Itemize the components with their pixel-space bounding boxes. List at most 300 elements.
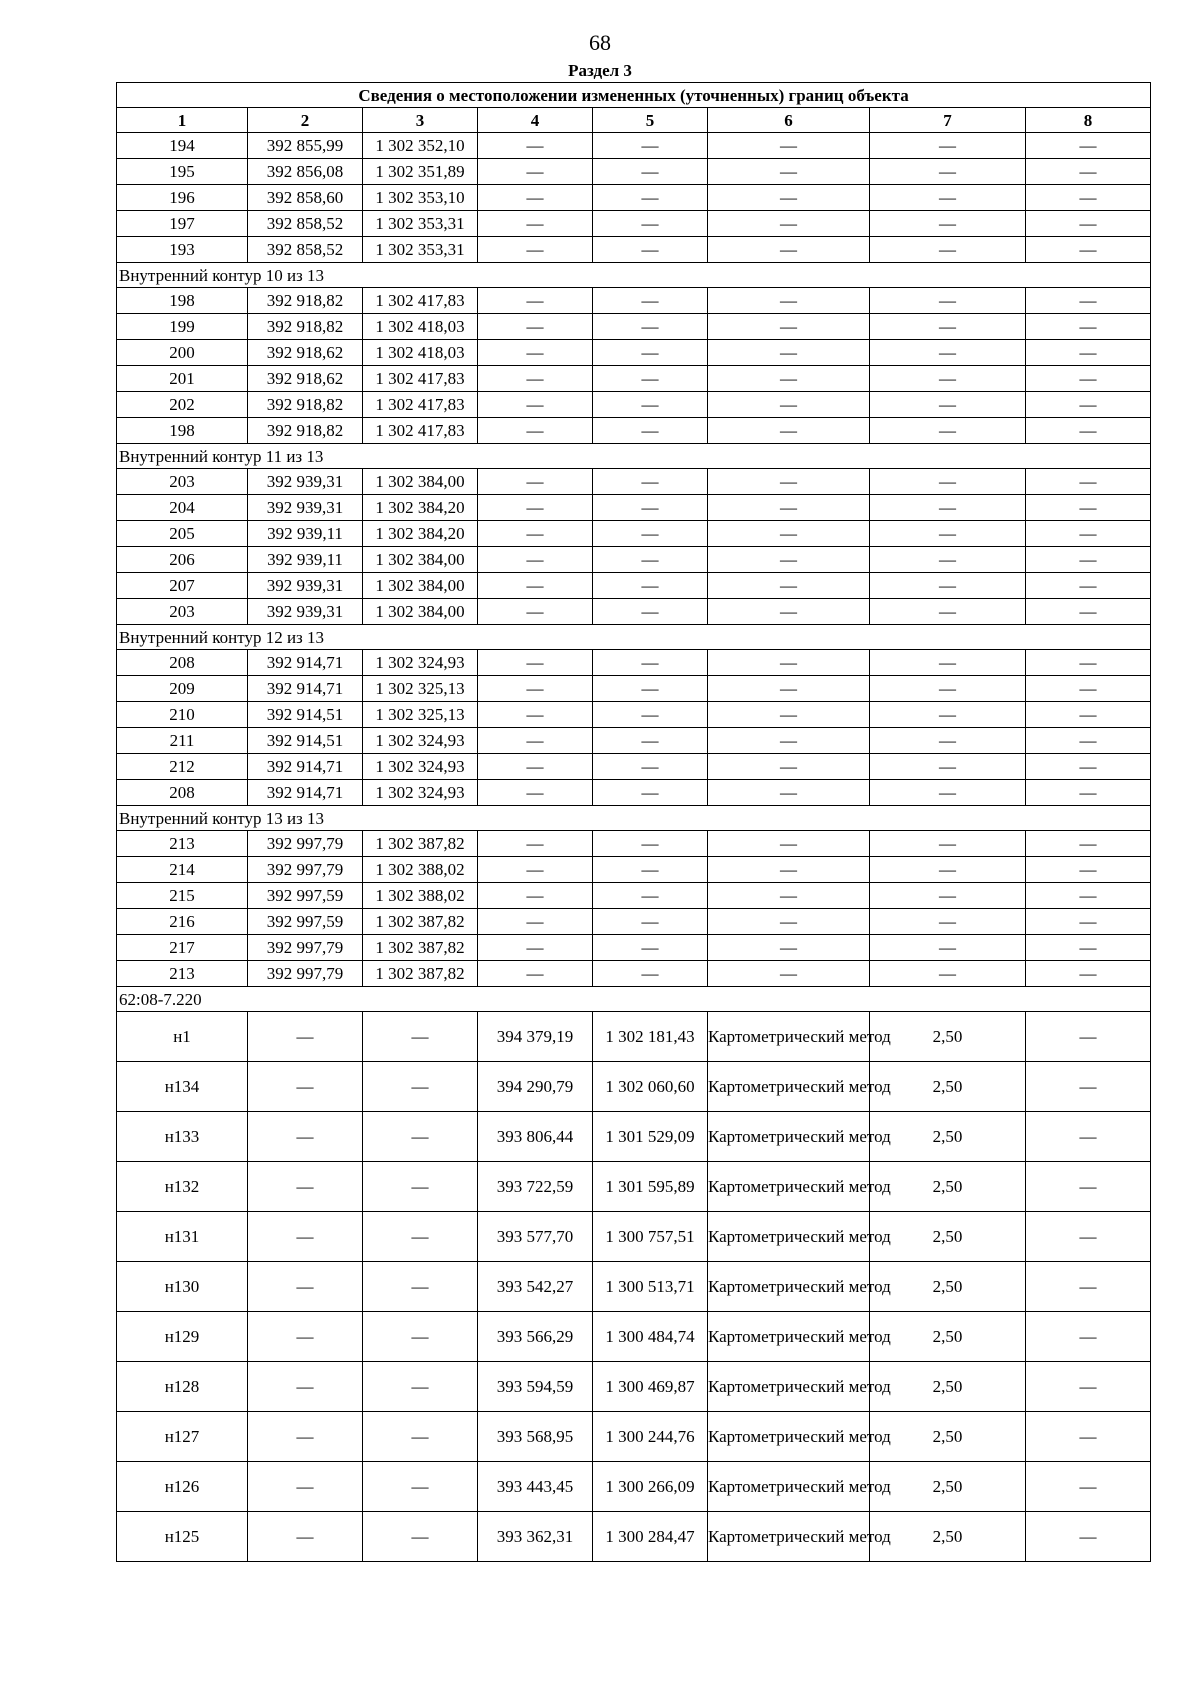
table-cell: — bbox=[1026, 857, 1151, 883]
table-cell: 194 bbox=[117, 133, 248, 159]
table-cell: — bbox=[870, 780, 1026, 806]
table-cell: 214 bbox=[117, 857, 248, 883]
table-cell: 392 855,99 bbox=[248, 133, 363, 159]
table-row bbox=[117, 857, 1151, 883]
table-row bbox=[117, 1062, 1151, 1112]
table-cell: — bbox=[1026, 340, 1151, 366]
table-cell: 2,50 bbox=[870, 1162, 1026, 1212]
table-cell: — bbox=[708, 573, 870, 599]
table-cell: 1 302 324,93 bbox=[363, 780, 478, 806]
table-cell: 1 300 244,76 bbox=[593, 1412, 708, 1462]
table-cell: 205 bbox=[117, 521, 248, 547]
table-cell: 1 302 417,83 bbox=[363, 418, 478, 444]
table-cell: — bbox=[708, 133, 870, 159]
table-cell: — bbox=[478, 185, 593, 211]
table-cell: — bbox=[593, 909, 708, 935]
table-cell: 1 302 060,60 bbox=[593, 1062, 708, 1112]
table-cell: 392 918,82 bbox=[248, 392, 363, 418]
table-cell: — bbox=[363, 1162, 478, 1212]
table-cell: — bbox=[1026, 495, 1151, 521]
table-row bbox=[117, 883, 1151, 909]
table-row bbox=[117, 288, 1151, 314]
table-cell: 392 918,82 bbox=[248, 288, 363, 314]
table-cell: — bbox=[870, 961, 1026, 987]
table-cell: 198 bbox=[117, 288, 248, 314]
table-cell: — bbox=[478, 547, 593, 573]
column-numbers-row bbox=[117, 108, 1151, 133]
table-cell: — bbox=[870, 159, 1026, 185]
table-cell: 392 914,71 bbox=[248, 780, 363, 806]
table-cell: — bbox=[1026, 547, 1151, 573]
table-cell: — bbox=[478, 288, 593, 314]
table-cell: — bbox=[870, 340, 1026, 366]
table-cell: — bbox=[593, 133, 708, 159]
table-cell: 2,50 bbox=[870, 1412, 1026, 1462]
table-cell: — bbox=[593, 780, 708, 806]
table-cell: — bbox=[363, 1012, 478, 1062]
table-cell: 213 bbox=[117, 961, 248, 987]
table-cell: — bbox=[708, 909, 870, 935]
table-cell: 1 300 757,51 bbox=[593, 1212, 708, 1262]
table-cell: 1 300 284,47 bbox=[593, 1512, 708, 1562]
table-cell: 1 302 324,93 bbox=[363, 754, 478, 780]
table-cell: — bbox=[1026, 573, 1151, 599]
table-cell: 1 302 324,93 bbox=[363, 728, 478, 754]
table-row bbox=[117, 211, 1151, 237]
table-row bbox=[117, 599, 1151, 625]
table-cell: — bbox=[1026, 469, 1151, 495]
table-cell: — bbox=[1026, 1012, 1151, 1062]
table-cell: — bbox=[478, 521, 593, 547]
table-cell: — bbox=[593, 935, 708, 961]
table-cell: 392 997,79 bbox=[248, 857, 363, 883]
table-cell: — bbox=[708, 702, 870, 728]
contour-label: Внутренний контур 10 из 13 bbox=[117, 263, 1151, 288]
table-cell: 1 302 181,43 bbox=[593, 1012, 708, 1062]
method-cell: Картометрический метод bbox=[708, 1412, 870, 1462]
method-cell: Картометрический метод bbox=[708, 1012, 870, 1062]
table-cell: — bbox=[478, 237, 593, 263]
table-row bbox=[117, 1412, 1151, 1462]
page-number: 68 bbox=[589, 30, 611, 55]
table-cell: — bbox=[248, 1112, 363, 1162]
table-row bbox=[117, 133, 1151, 159]
table-cell: — bbox=[708, 935, 870, 961]
table-cell: — bbox=[1026, 1312, 1151, 1362]
table-cell: — bbox=[478, 211, 593, 237]
table-cell: 1 300 266,09 bbox=[593, 1462, 708, 1512]
table-cell: 208 bbox=[117, 780, 248, 806]
table-cell: 1 302 384,00 bbox=[363, 547, 478, 573]
table-cell: 392 997,79 bbox=[248, 831, 363, 857]
table-cell: 197 bbox=[117, 211, 248, 237]
method-cell: Картометрический метод bbox=[708, 1162, 870, 1212]
table-cell: 206 bbox=[117, 547, 248, 573]
table-cell: 198 bbox=[117, 418, 248, 444]
method-cell: Картометрический метод bbox=[708, 1112, 870, 1162]
table-cell: 392 997,79 bbox=[248, 961, 363, 987]
table-cell: — bbox=[593, 469, 708, 495]
table-cell: 207 bbox=[117, 573, 248, 599]
table-cell: — bbox=[1026, 314, 1151, 340]
table-cell: 392 939,11 bbox=[248, 547, 363, 573]
table-cell: 393 566,29 bbox=[478, 1312, 593, 1362]
table-cell: — bbox=[870, 573, 1026, 599]
table-cell: 394 379,19 bbox=[478, 1012, 593, 1062]
table-row bbox=[117, 728, 1151, 754]
table-row bbox=[117, 366, 1151, 392]
table-cell: 212 bbox=[117, 754, 248, 780]
table-row bbox=[117, 1362, 1151, 1412]
table-cell: — bbox=[708, 961, 870, 987]
table-cell: 2,50 bbox=[870, 1062, 1026, 1112]
table-cell: 392 997,59 bbox=[248, 883, 363, 909]
contour-label: 62:08-7.220 bbox=[117, 987, 1151, 1012]
table-cell: — bbox=[363, 1412, 478, 1462]
table-cell: 209 bbox=[117, 676, 248, 702]
table-cell: — bbox=[478, 676, 593, 702]
table-cell: — bbox=[478, 495, 593, 521]
table-cell: 393 443,45 bbox=[478, 1462, 593, 1512]
table-cell: — bbox=[248, 1462, 363, 1512]
table-cell: — bbox=[1026, 1462, 1151, 1512]
table-row bbox=[117, 780, 1151, 806]
method-cell: Картометрический метод bbox=[708, 1062, 870, 1112]
table-cell: — bbox=[708, 728, 870, 754]
table-cell: — bbox=[870, 237, 1026, 263]
table-cell: 393 568,95 bbox=[478, 1412, 593, 1462]
contour-row bbox=[117, 806, 1151, 831]
table-cell: — bbox=[870, 599, 1026, 625]
table-cell: — bbox=[363, 1112, 478, 1162]
table-cell: 213 bbox=[117, 831, 248, 857]
table-cell: — bbox=[593, 288, 708, 314]
table-cell: — bbox=[593, 366, 708, 392]
table-cell: — bbox=[478, 831, 593, 857]
contour-label: Внутренний контур 12 из 13 bbox=[117, 625, 1151, 650]
table-cell: 394 290,79 bbox=[478, 1062, 593, 1112]
table-cell: — bbox=[593, 211, 708, 237]
table-cell: 392 939,31 bbox=[248, 599, 363, 625]
table-cell: 196 bbox=[117, 185, 248, 211]
table-cell: 393 722,59 bbox=[478, 1162, 593, 1212]
table-cell: — bbox=[593, 159, 708, 185]
table-row bbox=[117, 1162, 1151, 1212]
table-row bbox=[117, 1512, 1151, 1562]
table-cell: 392 856,08 bbox=[248, 159, 363, 185]
column-header: 2 bbox=[248, 108, 363, 133]
table-cell: — bbox=[593, 754, 708, 780]
table-cell: 2,50 bbox=[870, 1262, 1026, 1312]
table-cell: — bbox=[593, 495, 708, 521]
table-cell: — bbox=[478, 780, 593, 806]
contour-row bbox=[117, 263, 1151, 288]
table-cell: н1 bbox=[117, 1012, 248, 1062]
table-cell: — bbox=[248, 1062, 363, 1112]
table-row bbox=[117, 469, 1151, 495]
table-title: Сведения о местоположении измененных (уточненных) границ объекта bbox=[117, 83, 1151, 108]
table-cell: н132 bbox=[117, 1162, 248, 1212]
table-cell: — bbox=[1026, 392, 1151, 418]
table-row bbox=[117, 573, 1151, 599]
table-row bbox=[117, 909, 1151, 935]
table-row bbox=[117, 1262, 1151, 1312]
table-cell: — bbox=[870, 366, 1026, 392]
table-cell: — bbox=[1026, 211, 1151, 237]
table-cell: — bbox=[248, 1262, 363, 1312]
table-cell: — bbox=[593, 676, 708, 702]
method-cell: Картометрический метод bbox=[708, 1212, 870, 1262]
table-cell: — bbox=[870, 495, 1026, 521]
table-cell: — bbox=[1026, 831, 1151, 857]
table-cell: — bbox=[248, 1412, 363, 1462]
table-cell: — bbox=[708, 650, 870, 676]
table-cell: — bbox=[870, 754, 1026, 780]
table-cell: 1 302 417,83 bbox=[363, 392, 478, 418]
table-row bbox=[117, 185, 1151, 211]
table-cell: 393 594,59 bbox=[478, 1362, 593, 1412]
column-header: 4 bbox=[478, 108, 593, 133]
table-cell: — bbox=[363, 1362, 478, 1412]
table-cell: 208 bbox=[117, 650, 248, 676]
table-cell: — bbox=[593, 728, 708, 754]
table-cell: — bbox=[478, 754, 593, 780]
table-cell: 1 302 384,00 bbox=[363, 469, 478, 495]
column-header: 1 bbox=[117, 108, 248, 133]
column-header: 6 bbox=[708, 108, 870, 133]
table-row bbox=[117, 547, 1151, 573]
table-cell: 392 997,59 bbox=[248, 909, 363, 935]
table-cell: — bbox=[478, 883, 593, 909]
method-cell: Картометрический метод bbox=[708, 1512, 870, 1562]
table-cell: н128 bbox=[117, 1362, 248, 1412]
table-cell: — bbox=[593, 961, 708, 987]
table-cell: — bbox=[870, 288, 1026, 314]
table-cell: — bbox=[708, 392, 870, 418]
table-cell: — bbox=[248, 1162, 363, 1212]
column-header: 8 bbox=[1026, 108, 1151, 133]
table-cell: 392 997,79 bbox=[248, 935, 363, 961]
table-cell: — bbox=[1026, 1112, 1151, 1162]
table-cell: 1 302 388,02 bbox=[363, 857, 478, 883]
table-cell: — bbox=[1026, 237, 1151, 263]
table-cell: — bbox=[478, 935, 593, 961]
column-header: 5 bbox=[593, 108, 708, 133]
table-cell: — bbox=[708, 780, 870, 806]
table-cell: — bbox=[708, 521, 870, 547]
table-cell: 1 302 351,89 bbox=[363, 159, 478, 185]
table-cell: н127 bbox=[117, 1412, 248, 1462]
table-cell: 217 bbox=[117, 935, 248, 961]
table-cell: н130 bbox=[117, 1262, 248, 1312]
table-cell: — bbox=[708, 754, 870, 780]
method-cell: Картометрический метод bbox=[708, 1312, 870, 1362]
table-row bbox=[117, 1112, 1151, 1162]
table-cell: — bbox=[870, 702, 1026, 728]
table-cell: — bbox=[248, 1012, 363, 1062]
table-cell: — bbox=[1026, 909, 1151, 935]
table-cell: — bbox=[708, 418, 870, 444]
method-cell: Картометрический метод bbox=[708, 1362, 870, 1412]
table-cell: — bbox=[593, 857, 708, 883]
table-cell: — bbox=[1026, 780, 1151, 806]
contour-label: Внутренний контур 13 из 13 bbox=[117, 806, 1151, 831]
table-row bbox=[117, 1012, 1151, 1062]
table-cell: — bbox=[708, 599, 870, 625]
table-cell: — bbox=[363, 1462, 478, 1512]
table-cell: 1 301 595,89 bbox=[593, 1162, 708, 1212]
table-cell: 392 918,82 bbox=[248, 314, 363, 340]
contour-row bbox=[117, 625, 1151, 650]
table-cell: — bbox=[708, 288, 870, 314]
table-cell: — bbox=[593, 392, 708, 418]
table-cell: 193 bbox=[117, 237, 248, 263]
column-header: 7 bbox=[870, 108, 1026, 133]
table-cell: — bbox=[478, 728, 593, 754]
table-cell: — bbox=[1026, 676, 1151, 702]
table-cell: — bbox=[870, 133, 1026, 159]
table-cell: — bbox=[1026, 650, 1151, 676]
table-cell: 203 bbox=[117, 469, 248, 495]
table-row bbox=[117, 521, 1151, 547]
table-cell: — bbox=[708, 314, 870, 340]
table-cell: — bbox=[1026, 1062, 1151, 1112]
table-cell: — bbox=[708, 857, 870, 883]
table-row bbox=[117, 1212, 1151, 1262]
table-cell: 215 bbox=[117, 883, 248, 909]
table-cell: — bbox=[478, 159, 593, 185]
table-cell: 2,50 bbox=[870, 1112, 1026, 1162]
table-cell: 1 302 352,10 bbox=[363, 133, 478, 159]
table-body bbox=[117, 83, 1151, 1562]
table-cell: — bbox=[478, 133, 593, 159]
table-cell: — bbox=[870, 831, 1026, 857]
column-header: 3 bbox=[363, 108, 478, 133]
table-cell: 392 939,31 bbox=[248, 495, 363, 521]
table-cell: — bbox=[870, 392, 1026, 418]
table-cell: — bbox=[363, 1312, 478, 1362]
table-cell: — bbox=[593, 340, 708, 366]
table-cell: 216 bbox=[117, 909, 248, 935]
table-cell: — bbox=[1026, 1212, 1151, 1262]
table-cell: 392 914,71 bbox=[248, 676, 363, 702]
table-cell: — bbox=[870, 909, 1026, 935]
table-cell: 393 577,70 bbox=[478, 1212, 593, 1262]
table-cell: 393 542,27 bbox=[478, 1262, 593, 1312]
table-cell: — bbox=[593, 314, 708, 340]
table-cell: — bbox=[1026, 1512, 1151, 1562]
table-cell: — bbox=[593, 573, 708, 599]
table-cell: 211 bbox=[117, 728, 248, 754]
table-cell: — bbox=[708, 469, 870, 495]
contour-row bbox=[117, 987, 1151, 1012]
table-cell: 392 918,82 bbox=[248, 418, 363, 444]
table-cell: н126 bbox=[117, 1462, 248, 1512]
table-cell: — bbox=[478, 418, 593, 444]
table-cell: 199 bbox=[117, 314, 248, 340]
table-cell: 1 302 353,31 bbox=[363, 237, 478, 263]
table-row bbox=[117, 1312, 1151, 1362]
table-cell: — bbox=[1026, 159, 1151, 185]
table-cell: 392 858,52 bbox=[248, 211, 363, 237]
table-cell: — bbox=[478, 366, 593, 392]
table-cell: — bbox=[248, 1362, 363, 1412]
table-cell: — bbox=[1026, 185, 1151, 211]
table-cell: 2,50 bbox=[870, 1312, 1026, 1362]
table-cell: — bbox=[478, 469, 593, 495]
table-cell: 392 914,71 bbox=[248, 754, 363, 780]
table-cell: н134 bbox=[117, 1062, 248, 1112]
table-cell: — bbox=[870, 469, 1026, 495]
table-cell: — bbox=[1026, 366, 1151, 392]
table-cell: 393 806,44 bbox=[478, 1112, 593, 1162]
table-cell: 204 bbox=[117, 495, 248, 521]
table-cell: — bbox=[1026, 599, 1151, 625]
table-cell: 1 302 384,20 bbox=[363, 521, 478, 547]
table-cell: 393 362,31 bbox=[478, 1512, 593, 1562]
method-cell: Картометрический метод bbox=[708, 1462, 870, 1512]
table-row bbox=[117, 935, 1151, 961]
table-row bbox=[117, 314, 1151, 340]
table-cell: — bbox=[1026, 961, 1151, 987]
table-row bbox=[117, 340, 1151, 366]
table-cell: н131 bbox=[117, 1212, 248, 1262]
table-cell: 201 bbox=[117, 366, 248, 392]
table-row bbox=[117, 392, 1151, 418]
table-cell: — bbox=[1026, 1362, 1151, 1412]
table-cell: — bbox=[593, 831, 708, 857]
table-cell: 392 939,31 bbox=[248, 469, 363, 495]
table-cell: — bbox=[593, 418, 708, 444]
table-cell: 1 302 384,00 bbox=[363, 573, 478, 599]
table-cell: — bbox=[1026, 1412, 1151, 1462]
table-cell: — bbox=[1026, 728, 1151, 754]
table-cell: — bbox=[363, 1062, 478, 1112]
table-cell: — bbox=[708, 547, 870, 573]
table-cell: 392 918,62 bbox=[248, 340, 363, 366]
table-cell: 1 302 324,93 bbox=[363, 650, 478, 676]
table-cell: — bbox=[478, 702, 593, 728]
table-cell: — bbox=[478, 340, 593, 366]
table-cell: — bbox=[363, 1212, 478, 1262]
table-cell: 1 302 387,82 bbox=[363, 935, 478, 961]
table-cell: — bbox=[870, 314, 1026, 340]
table-cell: — bbox=[363, 1512, 478, 1562]
table-cell: — bbox=[1026, 1162, 1151, 1212]
table-cell: — bbox=[248, 1512, 363, 1562]
table-cell: 202 bbox=[117, 392, 248, 418]
table-cell: 1 302 353,31 bbox=[363, 211, 478, 237]
table-cell: — bbox=[708, 237, 870, 263]
table-cell: — bbox=[708, 831, 870, 857]
table-row bbox=[117, 831, 1151, 857]
table-cell: — bbox=[708, 185, 870, 211]
table-cell: 392 914,51 bbox=[248, 702, 363, 728]
table-cell: — bbox=[593, 521, 708, 547]
table-cell: 392 939,31 bbox=[248, 573, 363, 599]
table-cell: — bbox=[478, 909, 593, 935]
table-cell: — bbox=[1026, 1262, 1151, 1312]
table-title-row bbox=[117, 83, 1151, 108]
table-cell: — bbox=[1026, 133, 1151, 159]
table-cell: — bbox=[478, 650, 593, 676]
table-cell: — bbox=[870, 650, 1026, 676]
boundary-coordinates-table bbox=[116, 82, 1151, 1562]
table-row bbox=[117, 754, 1151, 780]
table-cell: — bbox=[870, 547, 1026, 573]
table-cell: — bbox=[363, 1262, 478, 1312]
table-cell: 392 914,71 bbox=[248, 650, 363, 676]
